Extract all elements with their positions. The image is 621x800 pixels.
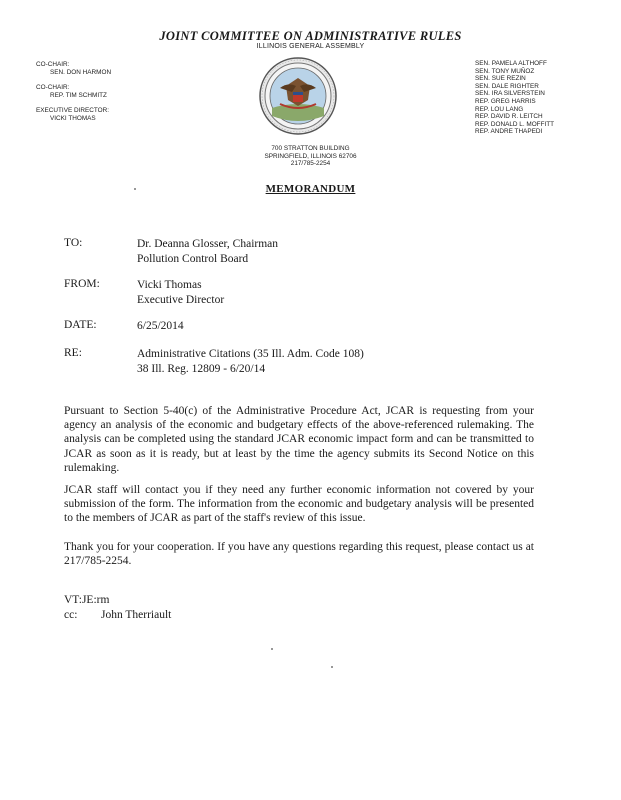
from-line: Vicki Thomas bbox=[137, 279, 202, 291]
from-value bbox=[137, 278, 224, 307]
member-name: SEN. DALE RIGHTER bbox=[475, 82, 539, 90]
member-name: REP. LOU LANG bbox=[475, 105, 524, 113]
body-paragraph-3: Thank you for your cooperation. If you have any questions regarding this request, please contact us at 217/785-2254. bbox=[64, 541, 534, 568]
re-value bbox=[137, 347, 364, 376]
date-label: DATE: bbox=[64, 319, 97, 331]
to-value bbox=[137, 237, 278, 266]
member-name: REP. DONALD L. MOFFITT bbox=[475, 120, 555, 128]
exec-director-name: VICKI THOMAS bbox=[50, 114, 96, 122]
state-seal-icon bbox=[258, 56, 338, 136]
address-line: SPRINGFIELD, ILLINOIS 62706 bbox=[264, 152, 357, 160]
members-block bbox=[475, 60, 595, 136]
member-name: SEN. PAMELA ALTHOFF bbox=[475, 60, 547, 67]
cc-name: John Therriault bbox=[101, 609, 172, 621]
cc-label: cc: bbox=[64, 609, 78, 621]
from-line: Executive Director bbox=[137, 293, 225, 306]
memo-heading: MEMORANDUM bbox=[265, 183, 356, 195]
cochair1-name: SEN. DON HARMON bbox=[50, 68, 112, 76]
phone-line: 217/785-2254 bbox=[290, 160, 331, 168]
committee-title: JOINT COMMITTEE ON ADMINISTRATIVE RULES bbox=[159, 29, 462, 43]
re-label: RE: bbox=[64, 347, 82, 359]
committee-subtitle: ILLINOIS GENERAL ASSEMBLY bbox=[256, 43, 365, 50]
scan-speck bbox=[331, 666, 333, 668]
reference-initials: VT:JE:rm bbox=[64, 594, 110, 606]
member-name: REP. DAVID R. LEITCH bbox=[475, 113, 543, 121]
to-line: Dr. Deanna Glosser, Chairman bbox=[137, 238, 279, 250]
from-label: FROM: bbox=[64, 278, 100, 290]
re-line: Administrative Citations (35 Ill. Adm. Code 108) bbox=[137, 348, 364, 360]
to-label: TO: bbox=[64, 237, 83, 249]
member-name: REP. GREG HARRIS bbox=[475, 97, 536, 105]
cochair1-label: CO-CHAIR: bbox=[36, 61, 70, 68]
address-block bbox=[0, 145, 621, 168]
member-name: REP. ANDRE THAPEDI bbox=[475, 128, 543, 136]
member-name: SEN. SUE REZIN bbox=[475, 75, 526, 83]
re-line: 38 Ill. Reg. 12809 - 6/20/14 bbox=[137, 362, 266, 375]
cochair2-label: CO-CHAIR: bbox=[36, 84, 70, 92]
body-paragraph-1: Pursuant to Section 5-40(c) of the Administrative Procedure Act, JCAR is requesting from your agency an analysis of the economic and budgetary effects of the above-referenced rulemaking. The analysis can be completed using the standard JCAR economic impact form and can be transmitted to JCAR as soon as it is ready, but at least by the time the agency submits its Second Notice on this rulemaking. bbox=[64, 405, 534, 474]
body-paragraph-2: JCAR staff will contact you if they need any further economic information not covered by your submission of the form. The information from the economic and budgetary analysis will be presented to the members of JCAR as part of the staff's review of this issue. bbox=[64, 484, 534, 525]
date-value: 6/25/2014 bbox=[137, 320, 184, 332]
to-line: Pollution Control Board bbox=[137, 252, 249, 265]
member-name: SEN. TONY MUÑOZ bbox=[475, 67, 535, 75]
cochair2-name: REP. TIM SCHMITZ bbox=[50, 91, 107, 99]
officers-block bbox=[36, 61, 146, 123]
exec-director-label: EXECUTIVE DIRECTOR: bbox=[36, 107, 110, 115]
member-name: SEN. IRA SILVERSTEIN bbox=[475, 90, 545, 98]
address-line: 700 STRATTON BUILDING bbox=[271, 145, 350, 152]
scan-speck bbox=[271, 648, 273, 650]
